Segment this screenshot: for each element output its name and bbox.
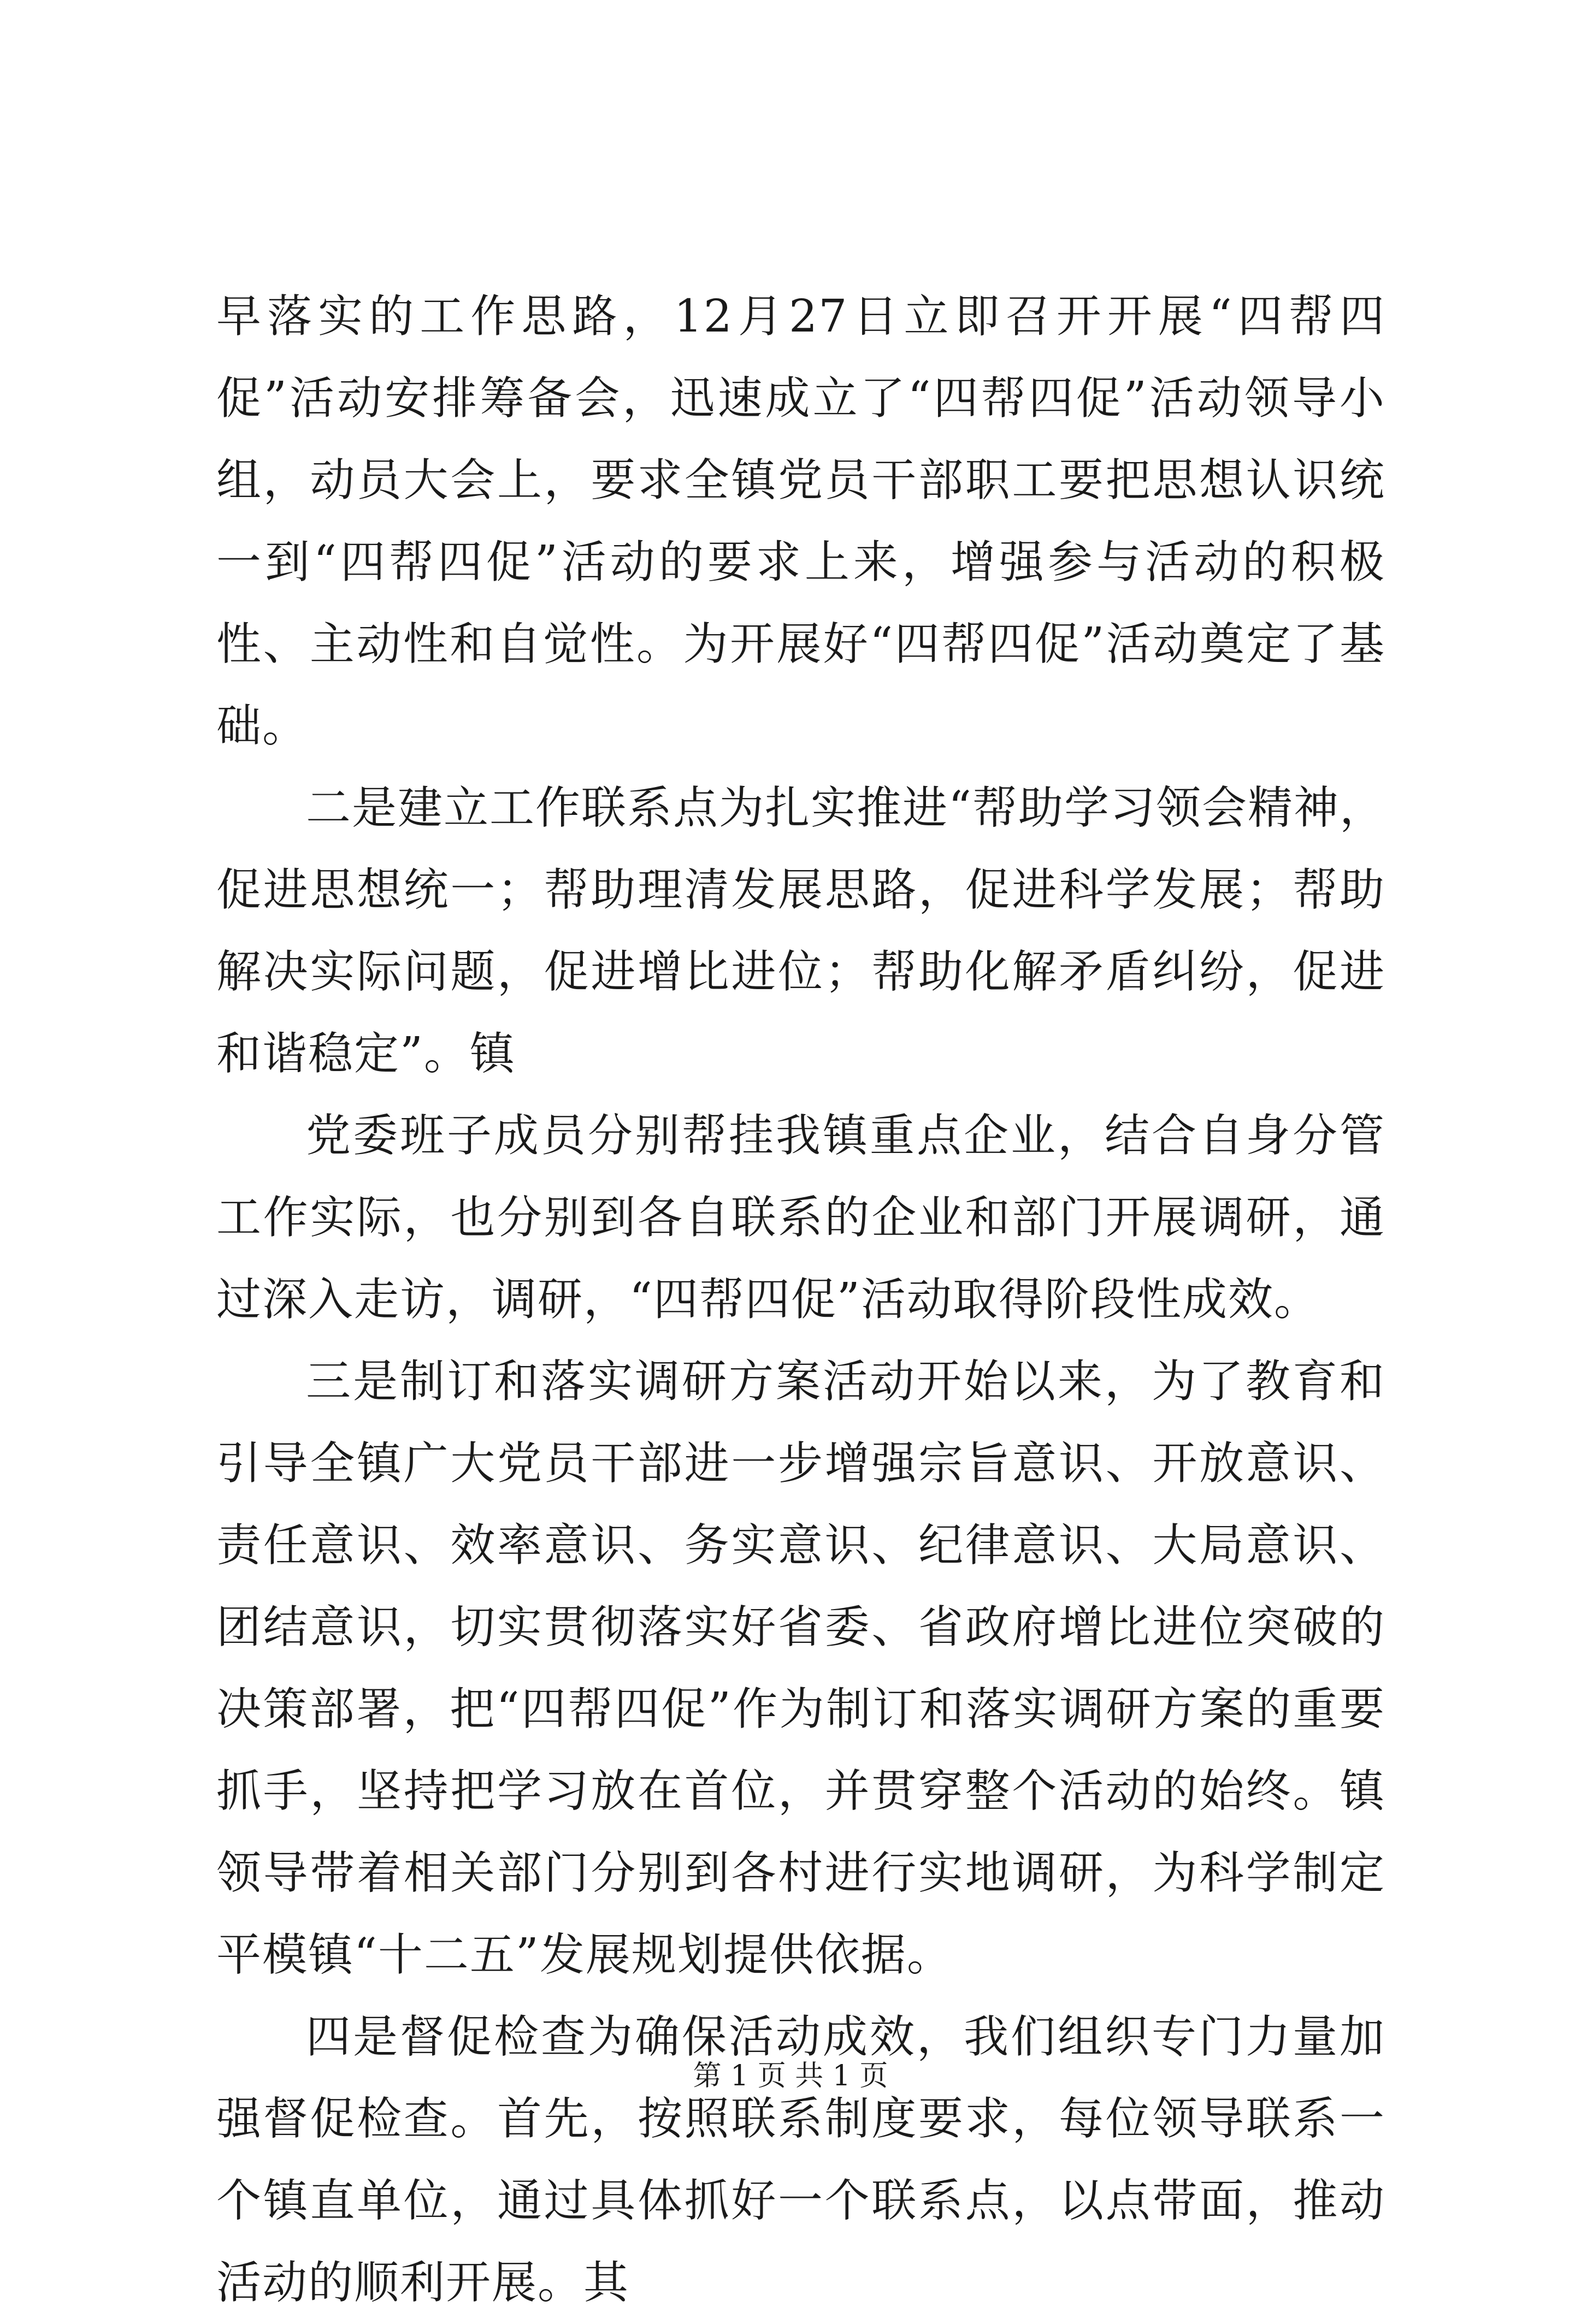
paragraph-party-committee: 党委班子成员分别帮挂我镇重点企业，结合自身分管工作实际，也分别到各自联系的企业和部门开展调研，通过深入走访，调研，“四帮四促”活动取得阶段性成效。 — [216, 1110, 1385, 1326]
paragraph-item-four: 四是督促检查为确保活动成效，我们组织专门力量加强督促检查。首先，按照联系制度要求，每位领导联系一个镇直单位，通过具体抓好一个联系点，以点带面，推动活动的顺利开展。其 — [216, 2011, 1385, 2309]
page-footer: 第 1 页 共 1 页 — [693, 2060, 888, 2092]
paragraph-item-two: 二是建立工作联系点为扎实推进“帮助学习领会精神，促进思想统一；帮助理清发展思路，促进科学发展；帮助解决实际问题，促进增比进位；帮助化解矛盾纠纷，促进和谐稳定”。镇 — [216, 782, 1385, 1080]
paragraph-continuation: 早落实的工作思路，12月27日立即召开开展“四帮四促”活动安排筹备会，迅速成立了“四帮四促”活动领导小组，动员大会上，要求全镇党员干部职工要把思想认识统一到“四帮四促”活动的要求上来，增强参与活动的积极性、主动性和自觉性。为开展好“四帮四促”活动奠定了基础。 — [216, 291, 1385, 752]
paragraph-item-three: 三是制订和落实调研方案活动开始以来，为了教育和引导全镇广大党员干部进一步增强宗旨意识、开放意识、责任意识、效率意识、务实意识、纪律意识、大局意识、团结意识，切实贯彻落实好省委、省政府增比进位突破的决策部署，把“四帮四促”作为制订和落实调研方案的重要抓手，坚持把学习放在首位，并贯穿整个活动的始终。镇领导带着相关部门分别到各村进行实地调研，为科学制定平模镇“十二五”发展规划提供依据。 — [216, 1356, 1385, 1981]
document-body — [216, 276, 1385, 2324]
